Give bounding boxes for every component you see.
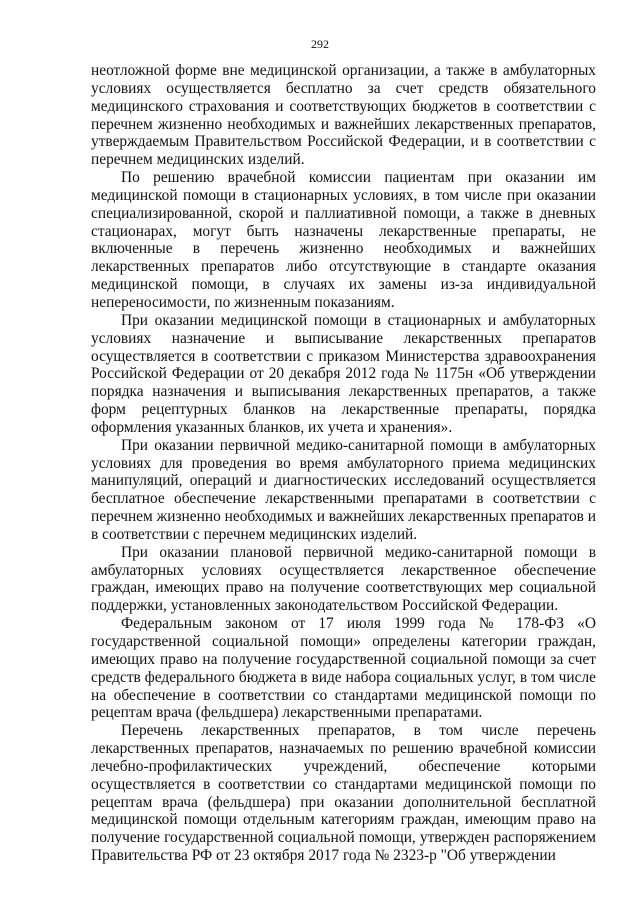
paragraph-federal-law: Федеральным законом от 17 июля 1999 года № 178-ФЗ «О государственной социальной помощи» определены категории граждан, имеющих право на получение государственной социальной помощи за счет средств федерального бюджета в виде набора социальных услуг, в том числе на обеспечение в соответствии со стандартами медицинской помощи по рецептам врача (фельдшера) лекарственными препаратами. — [91, 615, 596, 722]
paragraph-continued: неотложной форме вне медицинской организации, а также в амбулаторных условиях осуществляется бесплатно за счет средств обязательного медицинского страхования и соответствующих бюджетов в соответствии с перечнем жизненно необходимых и важнейших лекарственных препаратов, утверждаемым Правительством Российской Федерации, и в соответствии с перечнем медицинских изделий. — [91, 62, 596, 169]
paragraph-planned-care: При оказании плановой первичной медико-санитарной помощи в амбулаторных условиях осуществляется лекарственное обеспечение граждан, имеющих право на получение соответствующих мер социальной поддержки, установленных законодательством Российской Федерации. — [91, 543, 596, 615]
paragraph-prescribing-order: При оказании медицинской помощи в стационарных и амбулаторных условиях назначение и выписывание лекарственных препаратов осуществляется в соответствии с приказом Министерства здравоохранения Российской Федерации от 20 декабря 2012 года № 1175н «Об утверждении порядка назначения и выписывания лекарственных препаратов, а также форм рецептурных бланков на лекарственные препараты, порядка оформления указанных бланков, их учета и хранения». — [91, 311, 596, 436]
paragraph-medical-commission: По решению врачебной комиссии пациентам при оказании им медицинской помощи в стационарных условиях, в том числе при оказании специализированной, скорой и паллиативной помощи, а также в дневных стационарах, могут быть назначены лекарственные препараты, не включенные в перечень жизненно необходимых и важнейших лекарственных препаратов либо отсутствующие в стандарте оказания медицинской помощи, в случаях их замены из-за индивидуальной непереносимости, по жизненным показаниям. — [91, 169, 596, 311]
page-number: 292 — [311, 37, 329, 51]
paragraph-drug-list: Перечень лекарственных препаратов, в том числе перечень лекарственных препаратов, назначаемых по решению врачебной комиссии лечебно-профилактических учреждений, обеспечение которыми осуществляется в соответствии со стандартами медицинской помощи по рецептам врача (фельдшера) при оказании дополнительной бесплатной медицинской помощи отдельным категориям граждан, имеющим право на получение государственной социальной помощи, утвержден распоряжением Правительства РФ от 23 октября 2017 года № 2323-р "Об утверждении — [91, 722, 596, 865]
paragraph-primary-care: При оказании первичной медико-санитарной помощи в амбулаторных условиях для проведения во время амбулаторного приема медицинских манипуляций, операций и диагностических исследований осуществляется бесплатное обеспечение лекарственными препаратами в соответствии с перечнем жизненно необходимых и важнейших лекарственных препаратов и в соответствии с перечнем медицинских изделий. — [91, 436, 596, 543]
document-body — [91, 62, 596, 865]
